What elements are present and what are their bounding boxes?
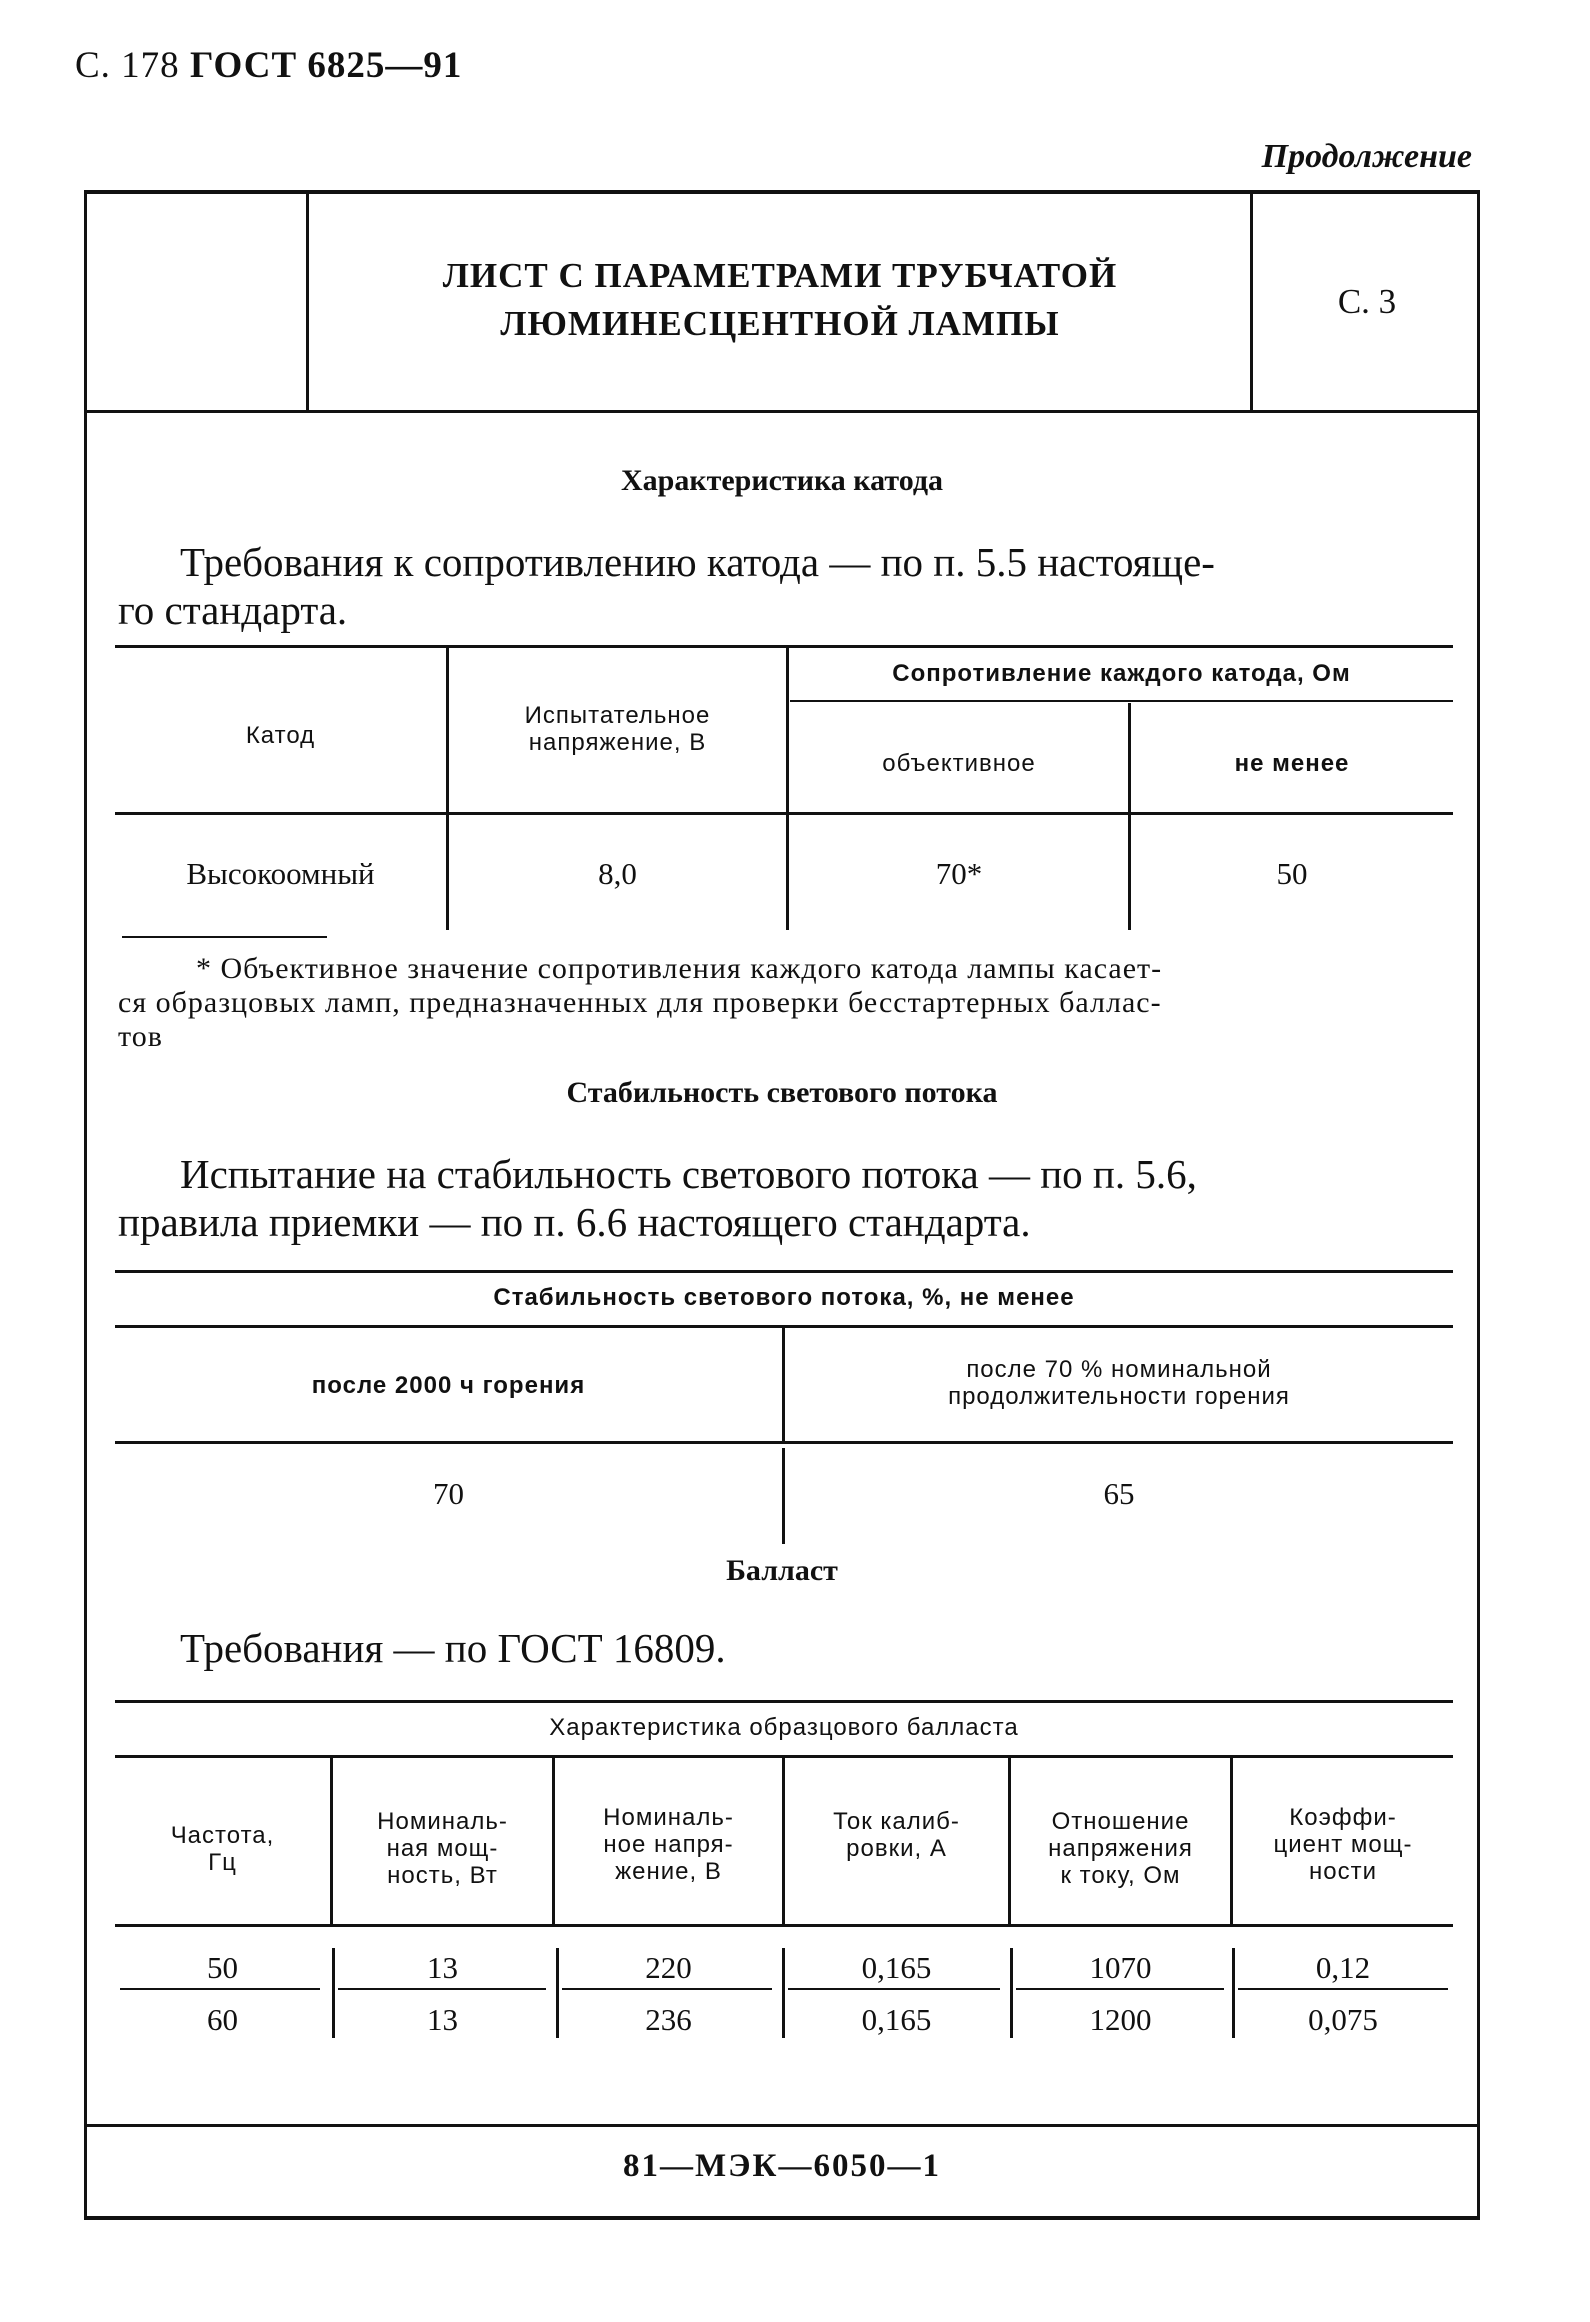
ballast-heading: Балласт [726, 1554, 838, 1587]
resistance-group-header: Сопротивление каждого катода, Ом [892, 660, 1351, 687]
sheet-title: ЛИСТ С ПАРАМЕТРАМИ ТРУБЧАТОЙ ЛЮМИНЕСЦЕНТНОЙ ЛАМПЫ [442, 256, 1118, 343]
voltage-cell: 8,0 [598, 856, 637, 891]
ballast-header-voltage: Номиналь- ное напря- жение, В [603, 1804, 734, 1885]
footnote-line3: тов [118, 1020, 163, 1053]
footnote-line2: ся образцовых ламп, предназначенных для проверки бесстартерных баллас- [118, 986, 1162, 1019]
min-col-header: не менее [1234, 750, 1350, 777]
cathode-text-line1: Требования к сопротивлению катода — по п. 5.5 настояще- [180, 539, 1215, 585]
title-bottom-rule [84, 410, 1480, 413]
objective-cell: 70* [935, 856, 983, 891]
footer-rule [84, 2124, 1480, 2127]
flux-val1-cell: 70 [433, 1476, 464, 1511]
flux-text-line2: правила приемки — по п. 6.6 настоящего стандарта. [118, 1199, 1031, 1245]
cathode-col-header: Катод [245, 722, 316, 749]
flux-val2-cell: 65 [1103, 1476, 1135, 1511]
footnote-rule [122, 936, 327, 938]
ballast-header-power: Номиналь- ная мощ- ность, Вт [377, 1808, 508, 1889]
flux-text-line1: Испытание на стабильность светового потока — по п. 5.6, [180, 1151, 1197, 1197]
ballast-header-ratio: Отношение напряжения к току, Ом [1048, 1808, 1193, 1889]
voltage-col-header: Испытательное напряжение, В [524, 702, 711, 756]
footnote-line1: * Объективное значение сопротивления каждого катода лампы касает- [196, 952, 1163, 985]
cathode-heading: Характеристика катода [620, 464, 944, 497]
ballast-header-current: Ток калиб- ровки, А [833, 1808, 960, 1862]
cathode-text-line2: го стандарта. [118, 587, 348, 633]
ballast-text: Требования — по ГОСТ 16809. [180, 1625, 726, 1671]
flux-group-header: Стабильность светового потока, %, не менее [493, 1284, 1075, 1311]
ballast-group-header: Характеристика образцового балласта [549, 1714, 1019, 1741]
flux-col2-header: после 70 % номинальной продолжительности горения [948, 1356, 1290, 1410]
footer-code: 81—МЭК—6050—1 [623, 2148, 941, 2184]
cathode-cell: Высокоомный [186, 856, 375, 891]
objective-col-header: объективное [882, 750, 1036, 777]
standard-code: ГОСТ 6825—91 [189, 45, 463, 86]
flux-col1-header: после 2000 ч горения [311, 1372, 586, 1399]
sheet-number: С. 3 [1337, 282, 1397, 321]
flux-heading: Стабильность светового потока [566, 1076, 998, 1109]
ballast-header-power-factor: Коэффи- циент мощ- ности [1273, 1804, 1413, 1885]
page-header [75, 44, 462, 87]
ballast-header-frequency: Частота, Гц [170, 1822, 275, 1876]
min-cell: 50 [1276, 856, 1308, 891]
page-number: С. 178 [75, 45, 180, 86]
continuation-label: Продолжение [1261, 138, 1472, 175]
